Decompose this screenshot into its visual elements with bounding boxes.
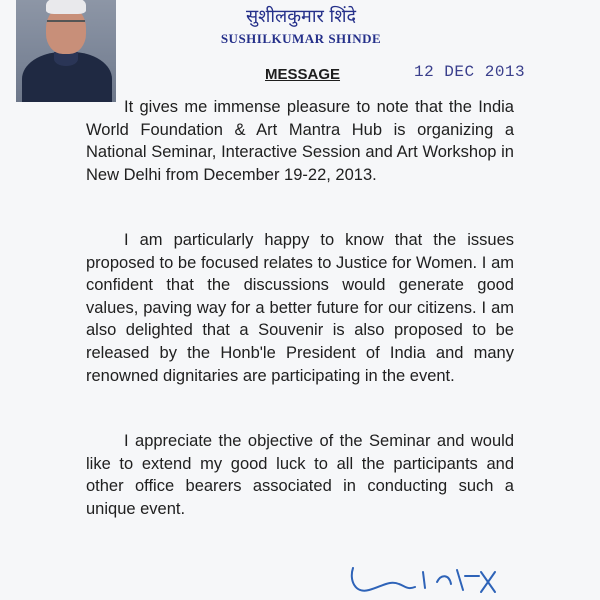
- letterhead-name-hindi: सुशीलकुमार शिंदे: [245, 6, 357, 27]
- signature-icon: [345, 560, 505, 600]
- paragraph-3: I appreciate the objective of the Seminar and would like to extend my good luck to all the participants and other office bearers associated in conducting such a unique event.: [86, 432, 514, 518]
- letterhead-name-english: SUSHILKUMAR SHINDE: [220, 31, 382, 46]
- message-heading: MESSAGE: [265, 66, 341, 83]
- date-stamp: 12 DEC 2013: [414, 63, 526, 81]
- portrait-photo: [16, 0, 116, 102]
- paragraph-2: I am particularly happy to know that the issues proposed to be focused relates to Justice for Women. I am confident that the discussions would generate good values, paving way for a better future for our citizens. I am also delighted that a Souvenir is also proposed to be released by the Honb'le President of India and many renowned dignitaries are participating in the event.: [86, 231, 514, 385]
- paragraph-1: It gives me immense pleasure to note that the India World Foundation & Art Mantra Hub is organizing a National Seminar, Interactive Session and Art Workshop in New Delhi from December 19-22, 2013.: [86, 98, 514, 184]
